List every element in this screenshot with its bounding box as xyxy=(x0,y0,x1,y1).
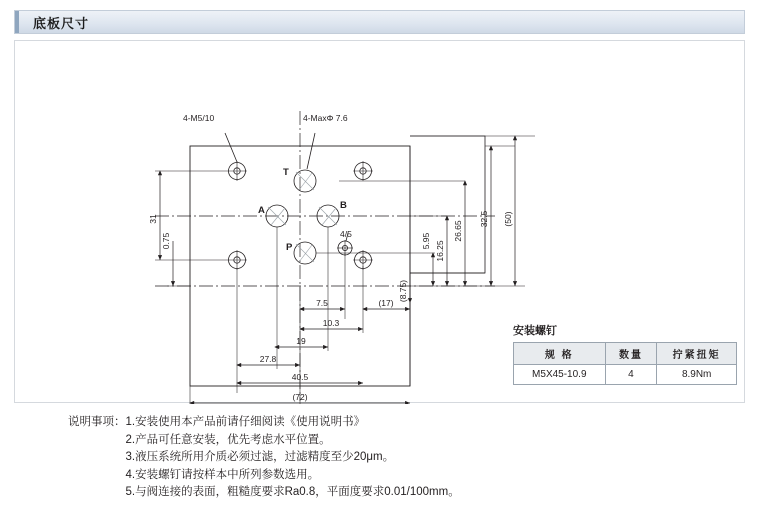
cell-spec: M5X45-10.9 xyxy=(514,365,606,385)
note-item: 5.与阀连接的表面，粗糙度要求Ra0.8，平面度要求0.01/100mm。 xyxy=(125,486,460,498)
svg-text:(17): (17) xyxy=(378,298,394,308)
th-spec: 规 格 xyxy=(514,343,606,365)
svg-text:(72): (72) xyxy=(292,392,308,402)
svg-text:16.25: 16.25 xyxy=(435,240,445,262)
svg-text:A: A xyxy=(258,205,265,216)
page-title: 底板尺寸 xyxy=(33,15,90,31)
notes-label: 说明事项： xyxy=(68,416,126,428)
note-item: 3.液压系统所用介质必须过滤，过滤精度至少20μm。 xyxy=(125,451,395,463)
screw-table-title: 安装螺钉 xyxy=(513,325,557,337)
svg-text:10.3: 10.3 xyxy=(322,318,340,328)
svg-text:40.5: 40.5 xyxy=(291,372,309,382)
th-torque: 拧紧扭矩 xyxy=(657,343,737,365)
svg-text:B: B xyxy=(340,200,347,211)
svg-text:7.5: 7.5 xyxy=(316,298,328,308)
notes-block xyxy=(68,414,728,502)
section-header xyxy=(14,10,745,34)
svg-text:32.5: 32.5 xyxy=(479,210,489,228)
svg-text:0.75: 0.75 xyxy=(161,232,171,250)
svg-text:26.65: 26.65 xyxy=(453,220,463,242)
note-item: 4.安装螺钉请按样本中所列参数选用。 xyxy=(125,468,320,481)
svg-text:19: 19 xyxy=(296,336,306,346)
mounting-screw-block xyxy=(513,322,739,385)
notes-list xyxy=(126,414,460,502)
label-holes-max: 4-MaxΦ 7.6 xyxy=(303,113,348,123)
svg-text:4/5: 4/5 xyxy=(340,229,352,239)
svg-text:27.8: 27.8 xyxy=(259,354,277,364)
table-row xyxy=(514,365,737,385)
svg-text:5.95: 5.95 xyxy=(421,232,431,250)
note-item: 2.产品可任意安装，优先考虑水平位置。 xyxy=(125,433,331,446)
cell-qty: 4 xyxy=(605,365,657,385)
svg-text:31: 31 xyxy=(148,214,158,224)
svg-text:(50): (50) xyxy=(503,211,513,227)
note-item: 1.安装使用本产品前请仔细阅读《使用说明书》 xyxy=(125,416,366,428)
svg-text:P: P xyxy=(286,242,293,253)
table-header-row xyxy=(514,343,737,365)
cell-torque: 8.9Nm xyxy=(657,365,737,385)
label-holes-m5: 4-M5/10 xyxy=(183,113,215,123)
svg-text:(8.75): (8.75) xyxy=(398,279,408,303)
th-qty: 数量 xyxy=(605,343,657,365)
drawing-panel xyxy=(14,40,745,403)
screw-table xyxy=(513,342,737,385)
svg-text:T: T xyxy=(283,167,289,178)
